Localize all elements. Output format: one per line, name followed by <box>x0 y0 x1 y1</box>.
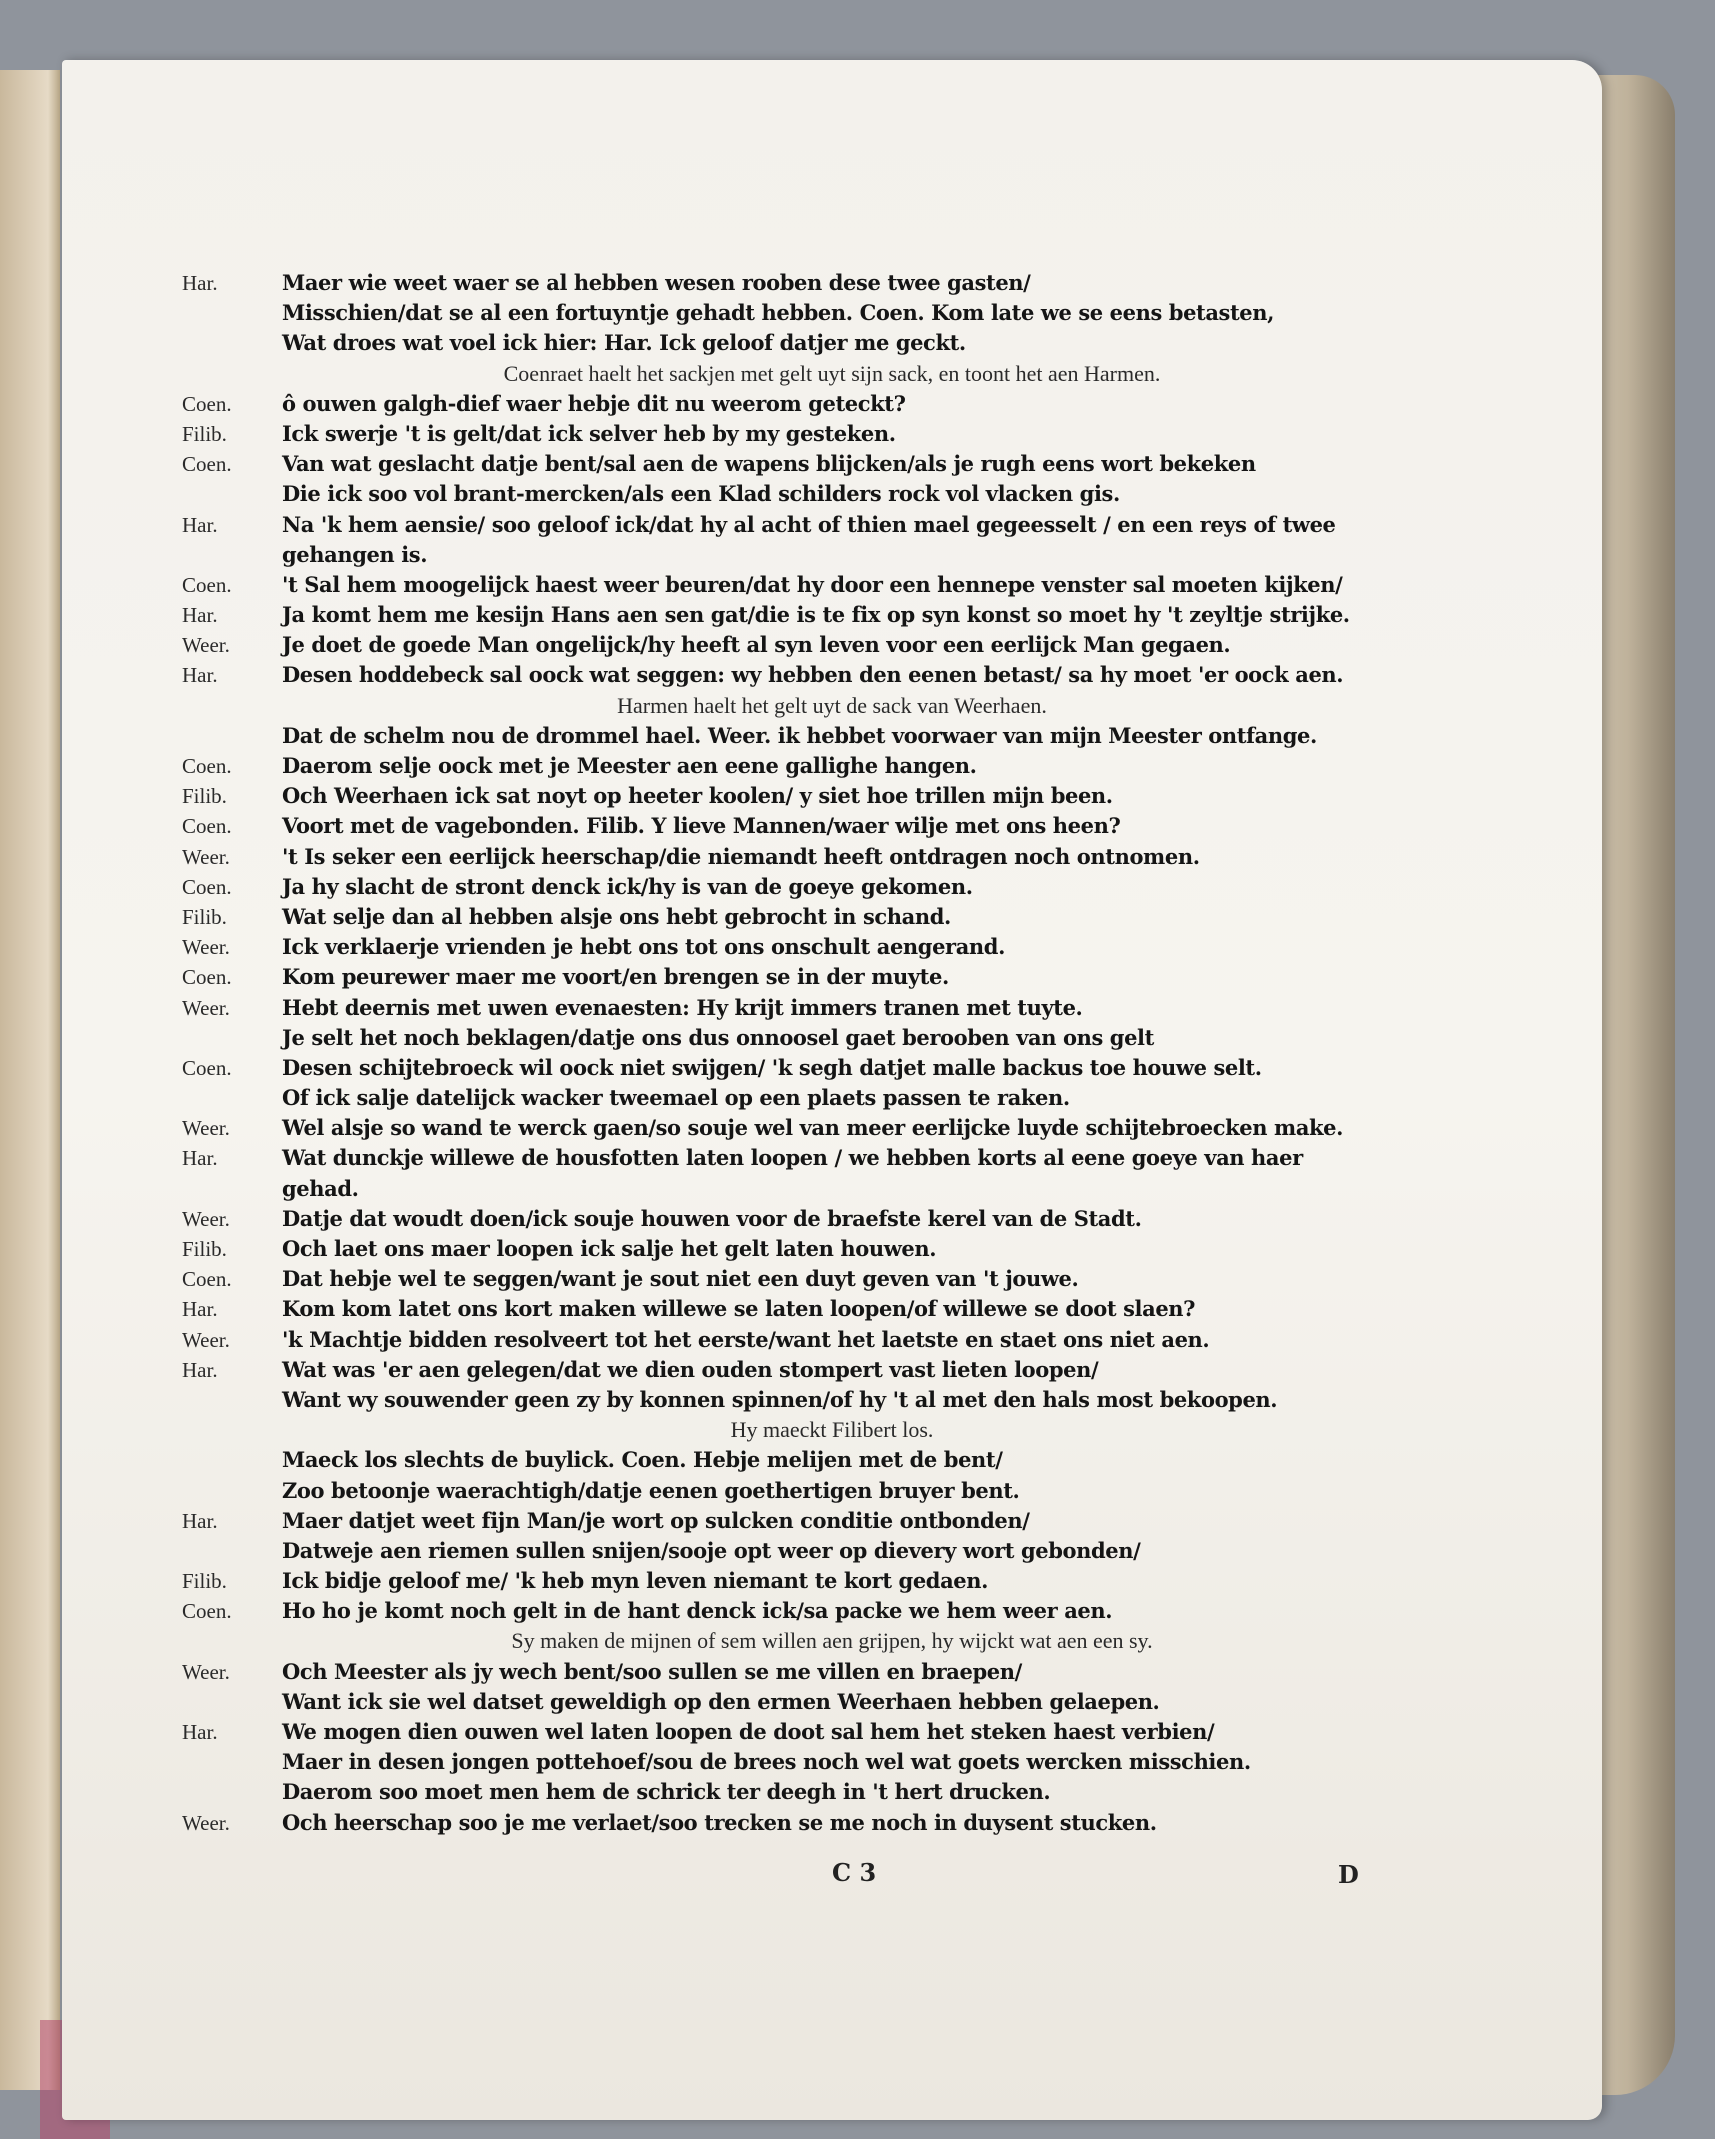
speech-text: Je doet de goede Man ongelijck/hy heeft al syn leven voor een eerlijck Man gegaen. <box>282 632 1231 658</box>
speech-text: Och Weerhaen ick sat noyt op heeter koolen/ y siet hoe trillen mijn been. <box>282 783 1113 809</box>
speaker-label: Weer. <box>182 1327 230 1352</box>
dialogue-line <box>182 1325 1382 1355</box>
dialogue-line <box>182 1687 1382 1717</box>
dialogue-line <box>182 268 1382 298</box>
dialogue-line <box>182 1777 1382 1807</box>
speech-text: Van wat geslacht datje bent/sal aen de wapens blijcken/als je rugh eens wort bekeken <box>282 451 1256 477</box>
speech-text: ô ouwen galgh-dief waer hebje dit nu weerom geteckt? <box>282 390 906 416</box>
speech-text: Och Meester als jy wech bent/soo sullen se me villen en braepen/ <box>282 1658 1022 1684</box>
dialogue-line <box>182 721 1382 751</box>
dialogue-line <box>182 570 1382 600</box>
dialogue-line <box>182 1234 1382 1264</box>
speaker-label: Coen. <box>182 1267 232 1292</box>
dialogue-line <box>182 1657 1382 1687</box>
catchword: D <box>1338 1860 1359 1889</box>
speaker-label: Coen. <box>182 814 232 839</box>
stage-direction: Harmen haelt het gelt uyt de sack van Weerhaen. <box>617 692 1047 718</box>
speaker-label: Har. <box>182 1357 218 1382</box>
speech-text: Voort met de vagebonden. Filib. Y lieve Mannen/waer wilje met ons heen? <box>282 813 1121 839</box>
speech-text: Ick bidje geloof me/ 'k heb myn leven niemant te kort gedaen. <box>282 1568 989 1594</box>
speaker-label: Filib. <box>182 421 227 446</box>
speech-text: Maeck los slechts de buylick. Coen. Hebje melijen met de bent/ <box>282 1447 1003 1473</box>
book-page <box>62 60 1602 2120</box>
dialogue-line <box>182 811 1382 841</box>
speech-text: Ja hy slacht de stront denck ick/hy is van de goeye gekomen. <box>282 873 973 899</box>
speech-text: Wel alsje so wand te werck gaen/so souje wel van meer eerlijcke luyde schijtebroecken make. <box>282 1115 1344 1141</box>
speech-text: Je selt het noch beklagen/datje ons dus onnoosel gaet berooben van ons gelt <box>282 1024 1154 1050</box>
speech-text: Och laet ons maer loopen ick salje het gelt laten houwen. <box>282 1236 937 1261</box>
speaker-label: Har. <box>182 271 218 295</box>
speaker-label: Coen. <box>182 1599 232 1624</box>
dialogue-line <box>182 1294 1382 1324</box>
dialogue-line <box>182 1808 1382 1838</box>
dialogue-line <box>182 1264 1382 1294</box>
speech-text: Datweje aen riemen sullen snijen/sooje opt weer op dievery wort gebonden/ <box>282 1537 1141 1563</box>
dialogue-line <box>182 962 1382 992</box>
speech-text: Dat hebje wel te seggen/want je sout niet een duyt geven van 't jouwe. <box>282 1266 1079 1292</box>
speech-text: Wat droes wat voel ick hier: Har. Ick geloof datjer me geckt. <box>282 330 966 356</box>
dialogue-line <box>182 419 1382 449</box>
dialogue-line <box>182 449 1382 479</box>
speech-text: Ja komt hem me kesijn Hans aen sen gat/die is te fix op syn konst so moet hy 't zeyltje strijke. <box>282 602 1350 628</box>
speech-text: Misschien/dat se al een fortuyntje gehadt hebben. Coen. Kom late we se eens betasten, <box>282 300 1275 326</box>
speaker-label: Filib. <box>182 1237 227 1261</box>
dialogue-line <box>182 510 1382 540</box>
dialogue-line <box>182 630 1382 660</box>
speech-text: Wat selje dan al hebben alsje ons hebt gebrocht in schand. <box>282 903 951 929</box>
speech-text: Die ick soo vol brant-mercken/als een Klad schilders rock vol vlacken gis. <box>282 481 1120 507</box>
speech-text: Wat was 'er aen gelegen/dat we dien ouden stompert vast lieten loopen/ <box>282 1356 1099 1382</box>
speech-text: Och heerschap soo je me verlaet/soo trecken se me noch in duysent stucken. <box>282 1809 1157 1835</box>
speech-text: Daerom selje oock met je Meester aen eene gallighe hangen. <box>282 753 977 778</box>
speech-text: We mogen dien ouwen wel laten loopen de doot sal hem het steken haest verbien/ <box>282 1719 1215 1744</box>
dialogue-line <box>182 1143 1382 1173</box>
speech-text: Daerom soo moet men hem de schrick ter deegh in 't hert drucken. <box>282 1779 1051 1805</box>
speaker-label: Har. <box>182 1720 218 1744</box>
signature-mark: C 3 <box>832 1858 877 1887</box>
speech-text: Want ick sie wel datset geweldigh op den ermen Weerhaen hebben gelaepen. <box>282 1688 1160 1714</box>
speech-text: Desen schijtebroeck wil oock niet swijgen/ 'k segh datjet malle backus toe houwe selt. <box>282 1054 1262 1080</box>
dialogue-line <box>182 1083 1382 1113</box>
speech-text: gehangen is. <box>282 541 428 567</box>
speech-text: Maer wie weet waer se al hebben wesen rooben dese twee gasten/ <box>282 270 1031 295</box>
dialogue-line <box>182 751 1382 781</box>
speech-text: 'k Machtje bidden resolveert tot het eerste/want het laetste en staet ons niet aen. <box>282 1326 1210 1352</box>
speaker-label: Filib. <box>182 1569 227 1594</box>
dialogue-line <box>182 1506 1382 1536</box>
dialogue-line <box>182 1596 1382 1626</box>
dialogue-line <box>182 1355 1382 1385</box>
speaker-label: Filib. <box>182 784 227 809</box>
speaker-label: Coen. <box>182 572 232 597</box>
dialogue-line <box>182 1113 1382 1143</box>
dialogue-line <box>182 781 1382 811</box>
speaker-label: Weer. <box>182 633 230 658</box>
speaker-label: Coen. <box>182 965 232 990</box>
stage-direction: Hy maeckt Filibert los. <box>730 1417 934 1443</box>
left-page-edge <box>0 70 60 2090</box>
speaker-label: Weer. <box>182 1810 230 1835</box>
speech-text: Want wy souwender geen zy by konnen spinnen/of hy 't al met den hals most bekoopen. <box>282 1386 1278 1412</box>
dialogue-line <box>182 600 1382 630</box>
dialogue-line <box>182 298 1382 328</box>
speaker-label: Har. <box>182 663 218 688</box>
speaker-label: Weer. <box>182 995 230 1020</box>
speaker-label: Har. <box>182 603 218 628</box>
speech-text: Desen hoddebeck sal oock wat seggen: wy hebben den eenen betast/ sa hy moet 'er oock aen. <box>282 662 1344 688</box>
dialogue-line <box>182 872 1382 902</box>
speaker-label: Coen. <box>182 754 232 778</box>
speech-text: Ick verklaerje vrienden je hebt ons tot ons onschult aengerand. <box>282 934 1005 960</box>
speaker-label: Har. <box>182 1146 218 1171</box>
speech-text: 't Sal hem moogelijck haest weer beuren/dat hy door een hennepe venster sal moeten kijken/ <box>282 571 1343 597</box>
dialogue-line <box>182 1566 1382 1596</box>
dialogue-line <box>182 1445 1382 1475</box>
speaker-label: Filib. <box>182 904 227 929</box>
dialogue-line <box>182 932 1382 962</box>
speech-text: Hebt deernis met uwen evenaesten: Hy krijt immers tranen met tuyte. <box>282 994 1083 1020</box>
text-block <box>182 268 1382 1838</box>
speaker-label: Coen. <box>182 391 232 416</box>
speech-text: Zoo betoonje waerachtigh/datje eenen goethertigen bruyer bent. <box>282 1477 1020 1503</box>
speech-text: Wat dunckje willewe de housfotten laten loopen / we hebben korts al eene goeye van haer <box>282 1145 1303 1171</box>
dialogue-line <box>182 1023 1382 1053</box>
speaker-label: Har. <box>182 1297 218 1322</box>
speech-text: Dat de schelm nou de drommel hael. Weer. ik hebbet voorwaer van mijn Meester ontfange. <box>282 722 1317 748</box>
dialogue-line <box>182 1476 1382 1506</box>
dialogue-line <box>182 902 1382 932</box>
speaker-label: Weer. <box>182 1206 230 1231</box>
speech-text: 't Is seker een eerlijck heerschap/die niemandt heeft ontdragen noch ontnomen. <box>282 843 1200 869</box>
speech-text: gehad. <box>282 1175 359 1201</box>
speech-text: Maer datjet weet fijn Man/je wort op sulcken conditie ontbonden/ <box>282 1507 1030 1533</box>
stage-direction: Coenraet haelt het sackjen met gelt uyt sijn sack, en toont het aen Harmen. <box>503 360 1161 386</box>
speech-text: Ho ho je komt noch gelt in de hant denck ick/sa packe we hem weer aen. <box>282 1598 1113 1624</box>
dialogue-line <box>182 842 1382 872</box>
speaker-label: Coen. <box>182 1055 232 1080</box>
speech-text: Maer in desen jongen pottehoef/sou de brees noch wel wat goets wercken misschien. <box>282 1749 1251 1775</box>
speech-text: Kom peurewer maer me voort/en brengen se in der muyte. <box>282 964 949 990</box>
speech-text: Kom kom latet ons kort maken willewe se laten loopen/of willewe se doot slaen? <box>282 1296 1196 1322</box>
stage-direction: Sy maken de mijnen of sem willen aen grijpen, hy wijckt wat aen een sy. <box>511 1628 1153 1654</box>
speaker-label: Coen. <box>182 452 232 477</box>
speech-text: Datje dat woudt doen/ick souje houwen voor de braefste kerel van de Stadt. <box>282 1205 1142 1231</box>
speaker-label: Weer. <box>182 1659 230 1684</box>
dialogue-line <box>182 1174 1382 1204</box>
speaker-label: Har. <box>182 512 218 537</box>
dialogue-line <box>182 1053 1382 1083</box>
speaker-label: Weer. <box>182 1116 230 1141</box>
dialogue-line <box>182 660 1382 690</box>
speaker-label: Weer. <box>182 935 230 960</box>
dialogue-line <box>182 1717 1382 1747</box>
speech-text: Na 'k hem aensie/ soo geloof ick/dat hy al acht of thien mael gegeesselt / en een reys of twee <box>282 511 1336 537</box>
dialogue-line <box>182 1536 1382 1566</box>
speaker-label: Weer. <box>182 844 230 869</box>
dialogue-line <box>182 328 1382 358</box>
dialogue-line <box>182 389 1382 419</box>
dialogue-line <box>182 1385 1382 1415</box>
dialogue-line <box>182 479 1382 509</box>
dialogue-line <box>182 540 1382 570</box>
dialogue-line <box>182 1204 1382 1234</box>
speech-text: Ick swerje 't is gelt/dat ick selver heb by my gesteken. <box>282 420 896 446</box>
speaker-label: Har. <box>182 1508 218 1533</box>
dialogue-line <box>182 993 1382 1023</box>
dialogue-line <box>182 1747 1382 1777</box>
speaker-label: Coen. <box>182 874 232 899</box>
speech-text: Of ick salje datelijck wacker tweemael op een plaets passen te raken. <box>282 1085 1070 1111</box>
